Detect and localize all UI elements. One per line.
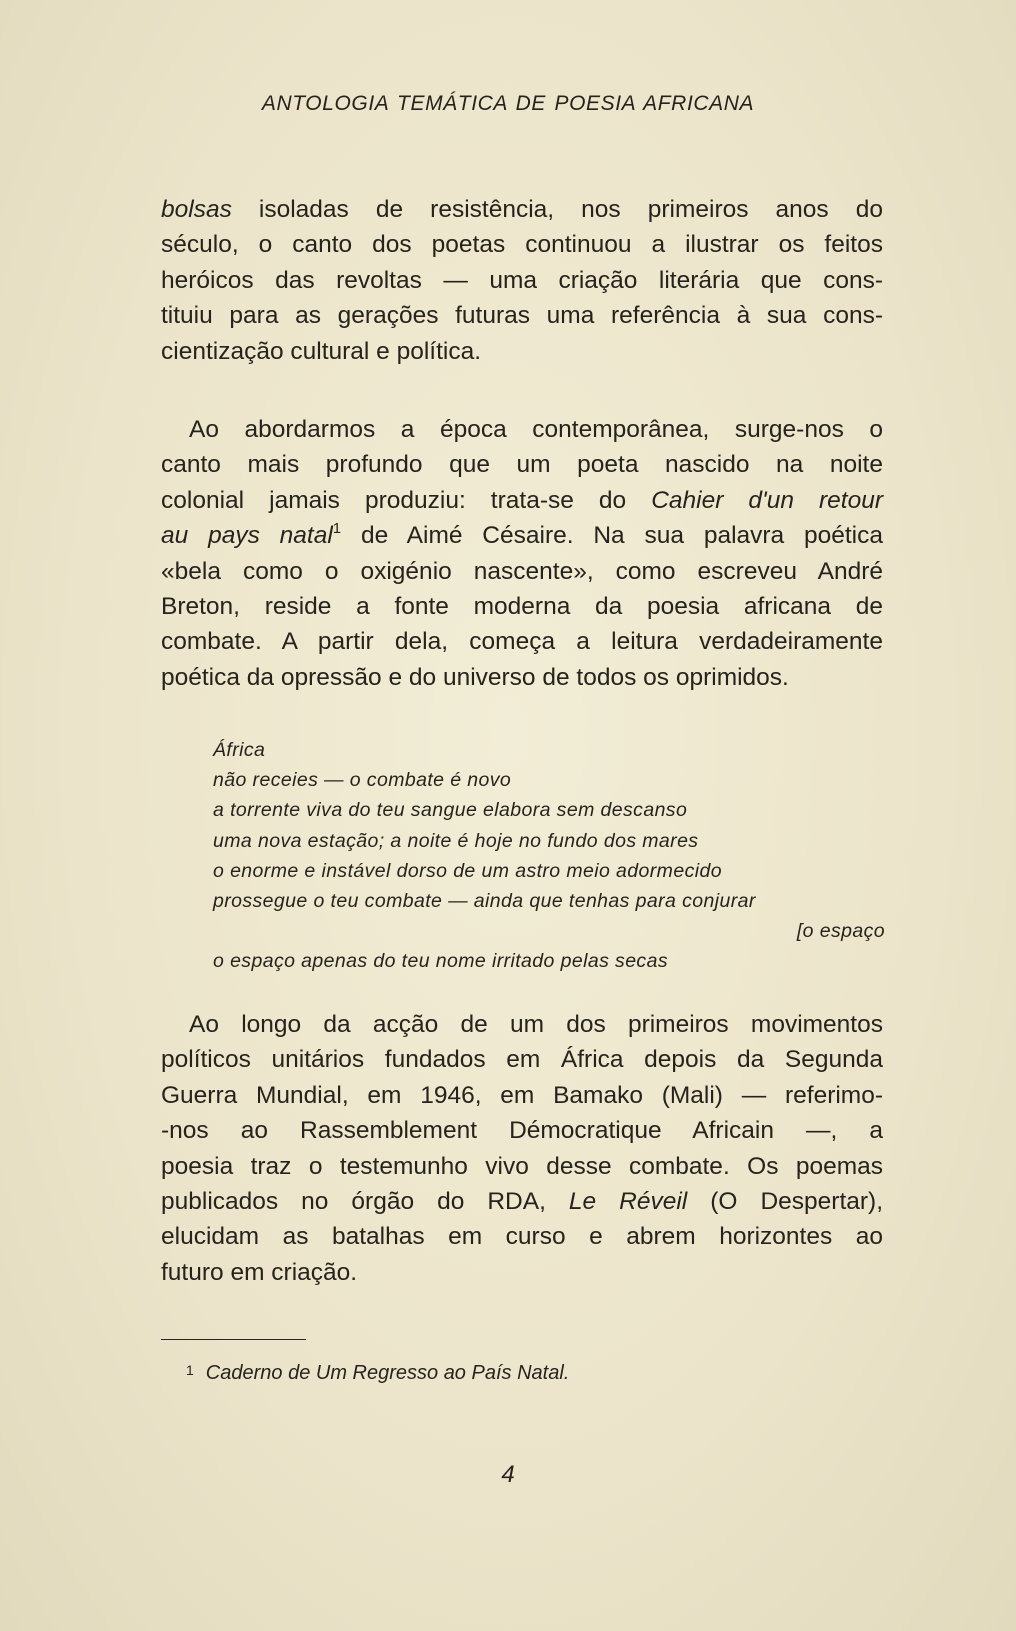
paragraph-line: Guerra Mundial, em 1946, em Bamako (Mali) — referimo- bbox=[161, 1081, 883, 1109]
paragraph-line: heróicos das revoltas — uma criação literária que cons- bbox=[161, 266, 883, 294]
running-head: ANTOLOGIA TEMÁTICA DE POESIA AFRICANA bbox=[261, 92, 755, 115]
poem-line: prossegue o teu combate — ainda que tenhas para conjurar bbox=[213, 890, 756, 913]
line-text: de Aimé Césaire. Na sua palavra poética bbox=[341, 522, 883, 550]
paragraph-line: poética da opressão e do universo de todos os oprimidos. bbox=[161, 663, 789, 691]
line-text: colonial jamais produziu: trata-se do bbox=[161, 486, 652, 514]
paragraph-line: poesia traz o testemunho vivo desse combate. Os poemas bbox=[161, 1152, 883, 1180]
page-number: 4 bbox=[501, 1461, 515, 1488]
paragraph-2 bbox=[161, 412, 883, 695]
poem-line: África bbox=[213, 739, 266, 761]
paragraph-line: Ao longo da acção de um dos primeiros movimentos bbox=[189, 1011, 883, 1038]
paragraph-line: Breton, reside a fonte moderna da poesia africana de bbox=[161, 593, 883, 621]
paragraph-line: cientização cultural e política. bbox=[161, 337, 482, 365]
poem-line: uma nova estação; a noite é hoje no fundo dos mares bbox=[213, 829, 699, 852]
paragraph-line: «bela como o oxigénio nascente», como escreveu André bbox=[161, 557, 883, 585]
paragraph-line bbox=[161, 483, 883, 518]
footnote-text: Caderno de Um Regresso ao País Natal. bbox=[205, 1362, 570, 1384]
line-text: publicados no órgão do RDA, bbox=[161, 1188, 569, 1216]
line-text: isoladas de resistência, nos primeiros anos do bbox=[231, 196, 883, 223]
paragraph-line bbox=[161, 1184, 883, 1219]
footnote bbox=[186, 1362, 569, 1385]
paragraph-line: combate. A partir dela, começa a leitura verdadeiramente bbox=[161, 628, 883, 656]
footnote-divider bbox=[161, 1339, 306, 1340]
paragraph-line: tituiu para as gerações futuras uma referência à sua cons- bbox=[161, 302, 883, 330]
footnote-mark: 1 bbox=[186, 1362, 194, 1378]
paragraph-line: Ao abordarmos a época contemporânea, surge-nos o bbox=[189, 416, 883, 443]
poem-line: não receies — o combate é novo bbox=[213, 769, 512, 792]
work-title: au pays natal bbox=[161, 522, 333, 550]
line-text: (O Despertar), bbox=[687, 1188, 884, 1216]
paragraph-line: elucidam as batalhas em curso e abrem horizontes ao bbox=[161, 1223, 883, 1251]
paragraph-line: políticos unitários fundados em África depois da Segunda bbox=[161, 1046, 883, 1074]
paragraph-line bbox=[161, 192, 883, 227]
poem-line: o enorme e instável dorso de um astro meio adormecido bbox=[213, 859, 722, 882]
poem-quotation bbox=[213, 735, 885, 977]
publication-title: Le Réveil bbox=[568, 1188, 688, 1216]
paragraph-line: -nos ao Rassemblement Démocratique Africain —, a bbox=[161, 1117, 883, 1145]
paragraph-line: futuro em criação. bbox=[161, 1258, 358, 1286]
paragraph-line: século, o canto dos poetas continuou a ilustrar os feitos bbox=[161, 231, 883, 259]
poem-line: a torrente viva do teu sangue elabora sem descanso bbox=[213, 799, 688, 822]
poem-line: o espaço apenas do teu nome irritado pelas secas bbox=[213, 950, 668, 973]
paragraph-line: canto mais profundo que um poeta nascido na noite bbox=[161, 451, 883, 479]
footnote-reference: 1 bbox=[332, 520, 342, 538]
paragraph-line bbox=[161, 518, 883, 553]
work-title: Cahier d'un retour bbox=[651, 486, 883, 514]
poem-line-continuation: [o espaço bbox=[796, 920, 885, 943]
paragraph-1 bbox=[161, 192, 883, 369]
paragraph-3 bbox=[161, 1007, 883, 1290]
italic-word: bolsas bbox=[161, 196, 232, 223]
